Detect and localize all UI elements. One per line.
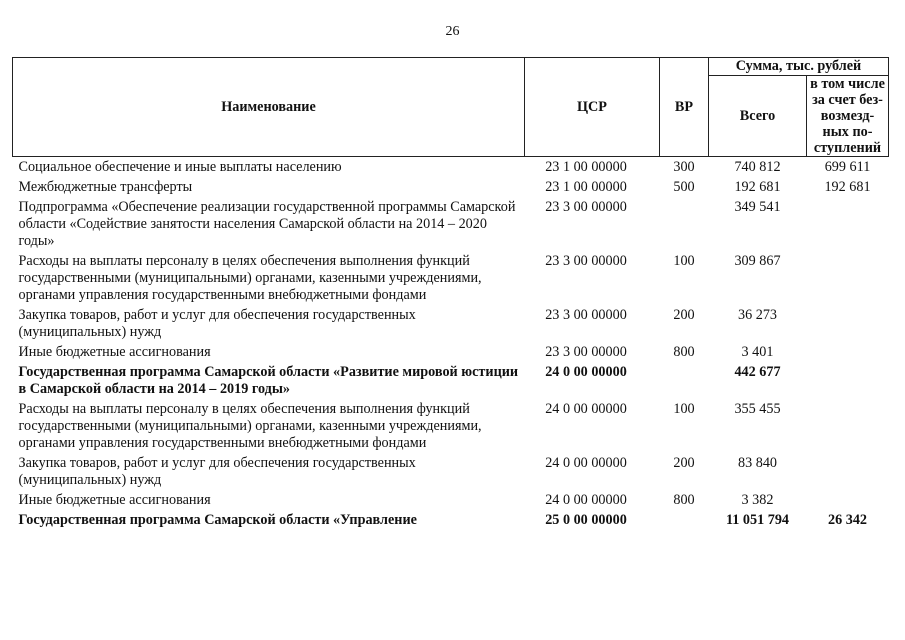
- cell-csr: 23 3 00 00000: [545, 253, 627, 269]
- table-header: [13, 58, 889, 157]
- cell-csr: 23 3 00 00000: [545, 307, 627, 323]
- cell-total: 3 382: [741, 492, 774, 508]
- table-row: [13, 177, 889, 197]
- cell-vr: [660, 510, 709, 530]
- cell-csr: 24 0 00 00000: [545, 492, 627, 508]
- table-row: [13, 305, 889, 342]
- cell-total: 442 677: [734, 364, 781, 380]
- budget-table: [12, 57, 889, 530]
- cell-grants: 26 342: [827, 512, 867, 528]
- cell-vr: [660, 197, 709, 251]
- cell-vr: 200: [673, 455, 695, 471]
- header-total: Всего: [709, 76, 807, 157]
- table-row: [13, 510, 889, 530]
- cell-csr: 25 0 00 00000: [545, 512, 627, 528]
- table-row: [13, 197, 889, 251]
- header-vr: ВР: [660, 58, 709, 157]
- table-row: [13, 251, 889, 305]
- cell-csr: 24 0 00 00000: [545, 455, 627, 471]
- cell-grants: [807, 197, 889, 251]
- cell-grants: [807, 305, 889, 342]
- cell-grants: [807, 399, 889, 453]
- cell-total: 349 541: [734, 199, 781, 215]
- cell-csr: 24 0 00 00000: [545, 401, 627, 417]
- cell-csr: 23 1 00 00000: [545, 179, 627, 195]
- table-row: [13, 362, 889, 399]
- cell-vr: 100: [673, 253, 695, 269]
- cell-csr: 23 1 00 00000: [545, 159, 627, 175]
- cell-csr: 24 0 00 00000: [545, 364, 627, 380]
- cell-total: 36 273: [737, 307, 777, 323]
- cell-name: Подпрограмма «Обеспечение реализации государственной программы Самарской области «Содействие занятости населения Самарской области на 2014 – 2020 годы»: [18, 199, 516, 249]
- cell-vr: 300: [673, 159, 695, 175]
- cell-name: Межбюджетные трансферты: [18, 179, 193, 195]
- cell-name: Расходы на выплаты персоналу в целях обеспечения выполнения функций государственными (муниципальными) органами, казенными учреждениями, органами управления государственными внебюджетными фондами: [18, 253, 482, 303]
- table-row: [13, 157, 889, 178]
- cell-name: Иные бюджетные ассигнования: [18, 492, 211, 508]
- table-row: [13, 490, 889, 510]
- cell-name: Иные бюджетные ассигнования: [18, 344, 211, 360]
- header-incl-free: в том числе за счет без-возмезд-ных по-ступлений: [807, 76, 889, 157]
- cell-name: Государственная программа Самарской области «Управление: [18, 512, 417, 528]
- cell-vr: 500: [673, 179, 695, 195]
- cell-name: Расходы на выплаты персоналу в целях обеспечения выполнения функций государственными (муниципальными) органами, казенными учреждениями, органами управления государственными внебюджетными фондами: [18, 401, 482, 451]
- cell-name: Социальное обеспечение и иные выплаты населению: [18, 159, 342, 175]
- cell-total: 355 455: [734, 401, 781, 417]
- cell-total: 11 051 794: [725, 512, 790, 528]
- cell-vr: 800: [673, 344, 695, 360]
- header-csr: ЦСР: [525, 58, 660, 157]
- cell-vr: [660, 362, 709, 399]
- table-body: [13, 157, 889, 531]
- table-row: [13, 453, 889, 490]
- cell-vr: 200: [673, 307, 695, 323]
- cell-vr: 100: [673, 401, 695, 417]
- cell-total: 740 812: [734, 159, 781, 175]
- header-name: Наименование: [13, 58, 525, 157]
- cell-grants: [807, 490, 889, 510]
- cell-total: 83 840: [737, 455, 777, 471]
- cell-grants: [807, 362, 889, 399]
- cell-total: 192 681: [734, 179, 781, 195]
- cell-name: Закупка товаров, работ и услуг для обеспечения государственных (муниципальных) нужд: [18, 455, 416, 488]
- header-sum-group: Сумма, тыс. рублей: [709, 58, 889, 76]
- cell-grants: 699 611: [824, 159, 871, 175]
- cell-vr: 800: [673, 492, 695, 508]
- page-number: 26: [445, 24, 460, 39]
- cell-name: Государственная программа Самарской области «Развитие мировой юстиции в Самарской области на 2014 – 2019 годы»: [18, 364, 519, 397]
- table-row: [13, 399, 889, 453]
- cell-name: Закупка товаров, работ и услуг для обеспечения государственных (муниципальных) нужд: [18, 307, 416, 340]
- cell-total: 3 401: [741, 344, 774, 360]
- cell-csr: 23 3 00 00000: [545, 199, 627, 215]
- cell-grants: 192 681: [824, 179, 871, 195]
- cell-grants: [807, 342, 889, 362]
- cell-grants: [807, 453, 889, 490]
- table-row: [13, 342, 889, 362]
- cell-total: 309 867: [734, 253, 781, 269]
- cell-csr: 23 3 00 00000: [545, 344, 627, 360]
- cell-grants: [807, 251, 889, 305]
